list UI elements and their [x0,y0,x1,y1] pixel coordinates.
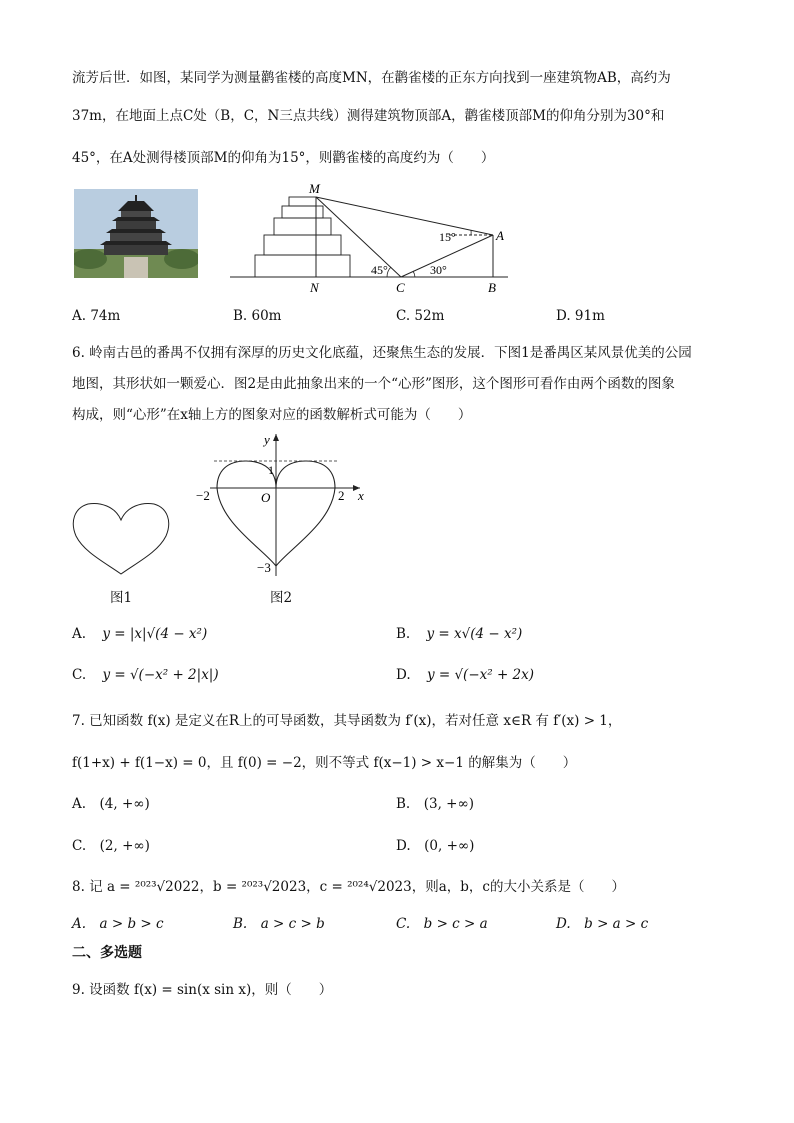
q5-option-a[interactable]: A. 74m [72,308,121,324]
pavilion-photo [74,189,198,278]
origin-label: O [261,490,271,505]
q6-text-line3: 构成，则“心形”在x轴上方的图象对应的函数解析式可能为（ ） [72,407,472,423]
q6-option-a[interactable] [72,626,207,642]
q5-text-line1: 流芳后世．如图，某同学为测量鹳雀楼的高度MN，在鹳雀楼的正东方向找到一座建筑物AB，高约为 [72,70,671,86]
q7-text-line2: f(1+x) + f(1−x) = 0，且 f(0) = −2，则不等式 f(x−1) > x−1 的解集为（ ） [72,755,577,771]
q6-option-c-label: C. [72,667,87,683]
q8-text-line1: 8. 记 a = ²⁰²³√2022，b = ²⁰²³√2023，c = ²⁰²⁴√2023，则a，b，c的大小关系是（ ） [72,879,625,895]
q7-option-d[interactable]: D. (0, +∞) [396,838,475,854]
angle-45-label: 45° [371,263,388,277]
q9-text-line1: 9. 设函数 f(x) = sin(x sin x)，则（ ） [72,982,333,998]
q7-option-c[interactable]: C. (2, +∞) [72,838,150,854]
tick-neg2-label: −2 [196,488,210,503]
q7-option-b[interactable]: B. (3, +∞) [396,796,474,812]
q6-option-a-label: A. [72,626,87,642]
q6-option-d-label: D. [396,667,411,683]
q6-option-d-expr: y = √(−x² + 2x) [426,667,535,683]
tick-1-label: 1 [268,463,274,477]
q8-option-a[interactable]: A. a > b > c [72,916,164,932]
figure-1-caption: 图1 [110,590,133,606]
q5-text-line3: 45°，在A处测得楼顶部M的仰角为15°，则鹳雀楼的高度约为（ ） [72,150,495,166]
q6-option-d[interactable] [396,667,534,683]
q6-text-line1: 6. 岭南古邑的番禺不仅拥有深厚的历史文化底蕴，还聚焦生态的发展．下图1是番禺区某风景优美的公园 [72,345,692,361]
q6-option-b[interactable] [396,626,522,642]
label-A: A [496,228,504,243]
q8-option-b[interactable]: B. a > c > b [233,916,325,932]
q6-option-c-expr: y = √(−x² + 2|x|) [102,667,219,683]
angle-15-label: 15° [439,230,456,244]
q7-option-a[interactable]: A. (4, +∞) [72,796,150,812]
q6-option-b-expr: y = x√(4 − x²) [426,626,523,642]
q6-text-line2: 地图，其形状如一颗爱心．图2是由此抽象出来的一个“心形”图形，这个图形可看作由两个函数的图象 [72,376,675,392]
label-M: M [309,181,320,196]
q5-geometry-figure [225,178,515,296]
section-heading: 二、多选题 [72,945,142,961]
q8-option-c[interactable]: C. b > c > a [396,916,488,932]
q8-option-d[interactable]: D. b > a > c [556,916,649,932]
y-axis-label: y [264,432,270,447]
angle-30-label: 30° [430,263,447,277]
tick-neg3-label: −3 [257,560,271,575]
label-N: N [310,280,319,295]
q5-option-d[interactable]: D. 91m [556,308,605,324]
q5-text-line2: 37m，在地面上点C处（B，C，N三点共线）测得建筑物顶部A，鹳雀楼顶部M的仰角分别为30°和 [72,108,665,124]
x-axis-label: x [358,488,364,503]
heart-figure-2 [190,428,370,580]
q7-text-line1: 7. 已知函数 f(x) 是定义在R上的可导函数，其导函数为 f′(x)，若对任意 x∈R 有 f′(x) > 1， [72,713,622,729]
q5-option-b[interactable]: B. 60m [233,308,282,324]
q6-option-a-expr: y = |x|√(4 − x²) [102,626,208,642]
heart-figure-1 [70,498,172,578]
q6-option-c[interactable] [72,667,219,683]
q6-option-b-label: B. [396,626,411,642]
figure-2-caption: 图2 [270,590,293,606]
label-B: B [488,280,496,295]
tick-2-label: 2 [338,488,345,503]
label-C: C [396,280,405,295]
q5-option-c[interactable]: C. 52m [396,308,445,324]
